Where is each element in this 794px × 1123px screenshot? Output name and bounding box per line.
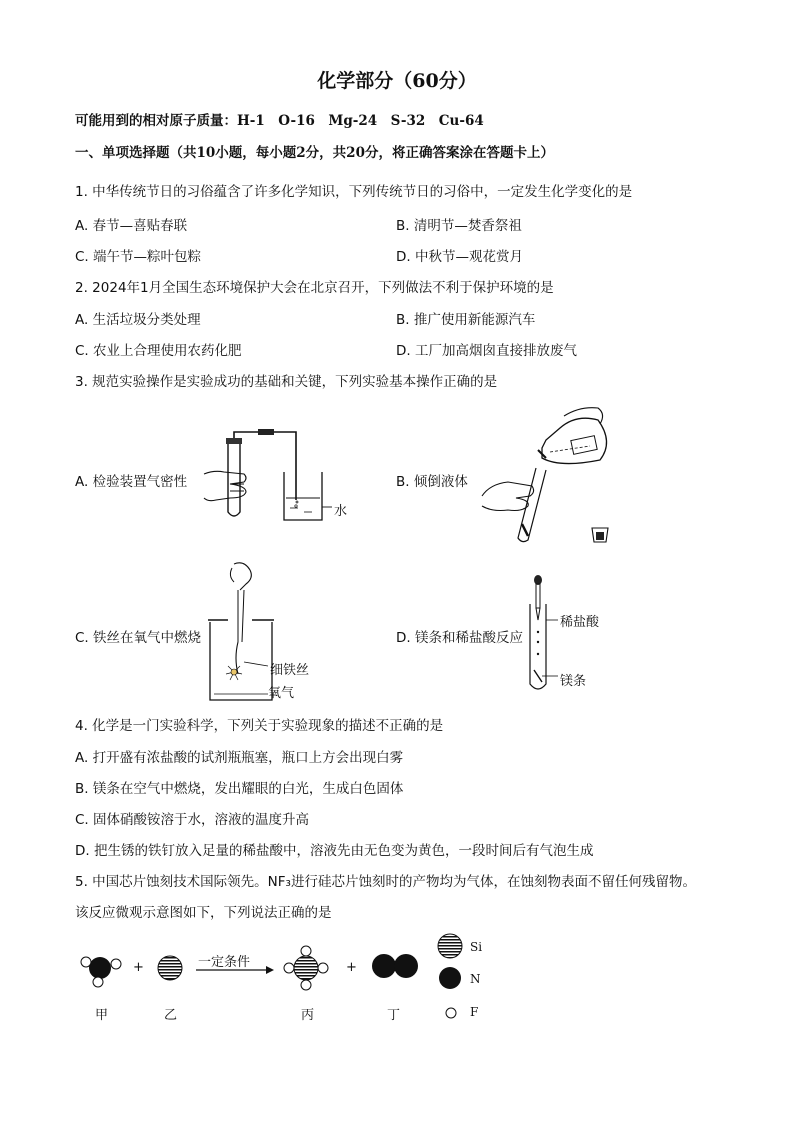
label-magnesium-ribbon: 镁条	[560, 674, 587, 689]
reaction-condition: 一定条件	[198, 955, 251, 970]
q4-option-b: B. 镁条在空气中燃烧，发出耀眼的白光，生成白色固体	[75, 781, 404, 797]
q1-option-c: C. 端午节—粽叶包粽	[75, 249, 202, 265]
magnesium-acid-figure	[526, 574, 562, 694]
question-2-stem: 2. 2024年1月全国生态环境保护大会在北京召开，下列做法不利于保护环境的是	[75, 280, 554, 296]
question-1-stem: 1. 中华传统节日的习俗蕴含了许多化学知识，下列传统节日的习俗中，一定发生化学变化的是	[75, 184, 633, 200]
legend-f: F	[470, 1005, 479, 1019]
q1-option-b: B. 清明节—焚香祭祖	[396, 218, 522, 234]
q1-option-d: D. 中秋节—观花赏月	[396, 249, 523, 265]
q3-option-d: D. 镁条和稀盐酸反应	[396, 630, 523, 646]
q4-option-a: A. 打开盛有浓盐酸的试剂瓶瓶塞，瓶口上方会出现白雾	[75, 750, 404, 766]
page-title: 化学部分（60分）	[317, 70, 477, 92]
label-fine-iron-wire: 细铁丝	[270, 663, 310, 678]
label-water: 水	[334, 504, 348, 519]
q2-option-a: A. 生活垃圾分类处理	[75, 312, 201, 328]
q4-option-c: C. 固体硝酸铵溶于水，溶液的温度升高	[75, 812, 310, 828]
question-3-stem: 3. 规范实验操作是实验成功的基础和关键，下列实验基本操作正确的是	[75, 374, 498, 390]
label-yi: 乙	[164, 1008, 178, 1023]
q3-option-a: A. 检验装置气密性	[75, 474, 188, 490]
label-oxygen: 氧气	[268, 686, 295, 701]
iron-combustion-figure	[204, 562, 278, 706]
question-4-stem: 4. 化学是一门实验科学，下列关于实验现象的描述不正确的是	[75, 718, 444, 734]
atomic-masses: 可能用到的相对原子质量：H-1 O-16 Mg-24 S-32 Cu-64	[75, 113, 484, 129]
q3-option-c: C. 铁丝在氧气中燃烧	[75, 630, 202, 646]
label-ding: 丁	[387, 1008, 401, 1023]
pouring-liquid-figure	[480, 404, 620, 549]
q2-option-c: C. 农业上合理使用农药化肥	[75, 343, 242, 359]
label-bing: 丙	[301, 1008, 315, 1023]
label-dilute-hcl: 稀盐酸	[560, 615, 600, 630]
legend-si: Si	[470, 940, 483, 954]
legend-f-atom	[444, 1006, 458, 1020]
plus-sign-2: +	[346, 960, 357, 975]
question-5-stem-line1: 5. 中国芯片蚀刻技术国际领先。NF₃进行硅芯片蚀刻时的产物均为气体，在蚀刻物表面不留任何残留物。	[75, 874, 696, 890]
section-heading: 一、单项选择题（共10小题，每小题2分，共20分，将正确答案涂在答题卡上）	[75, 145, 554, 161]
q1-option-a: A. 春节—喜贴春联	[75, 218, 188, 234]
q2-option-d: D. 工厂加高烟囱直接排放废气	[396, 343, 577, 359]
plus-sign-1: +	[133, 960, 144, 975]
question-5-stem-line2: 该反应微观示意图如下，下列说法正确的是	[75, 905, 332, 921]
q4-option-d: D. 把生锈的铁钉放入足量的稀盐酸中，溶液先由无色变为黄色，一段时间后有气泡生成	[75, 843, 594, 859]
label-jia: 甲	[95, 1008, 109, 1023]
q3-option-b: B. 倾倒液体	[396, 474, 468, 490]
legend-n: N	[470, 972, 481, 986]
q2-option-b: B. 推广使用新能源汽车	[396, 312, 536, 328]
